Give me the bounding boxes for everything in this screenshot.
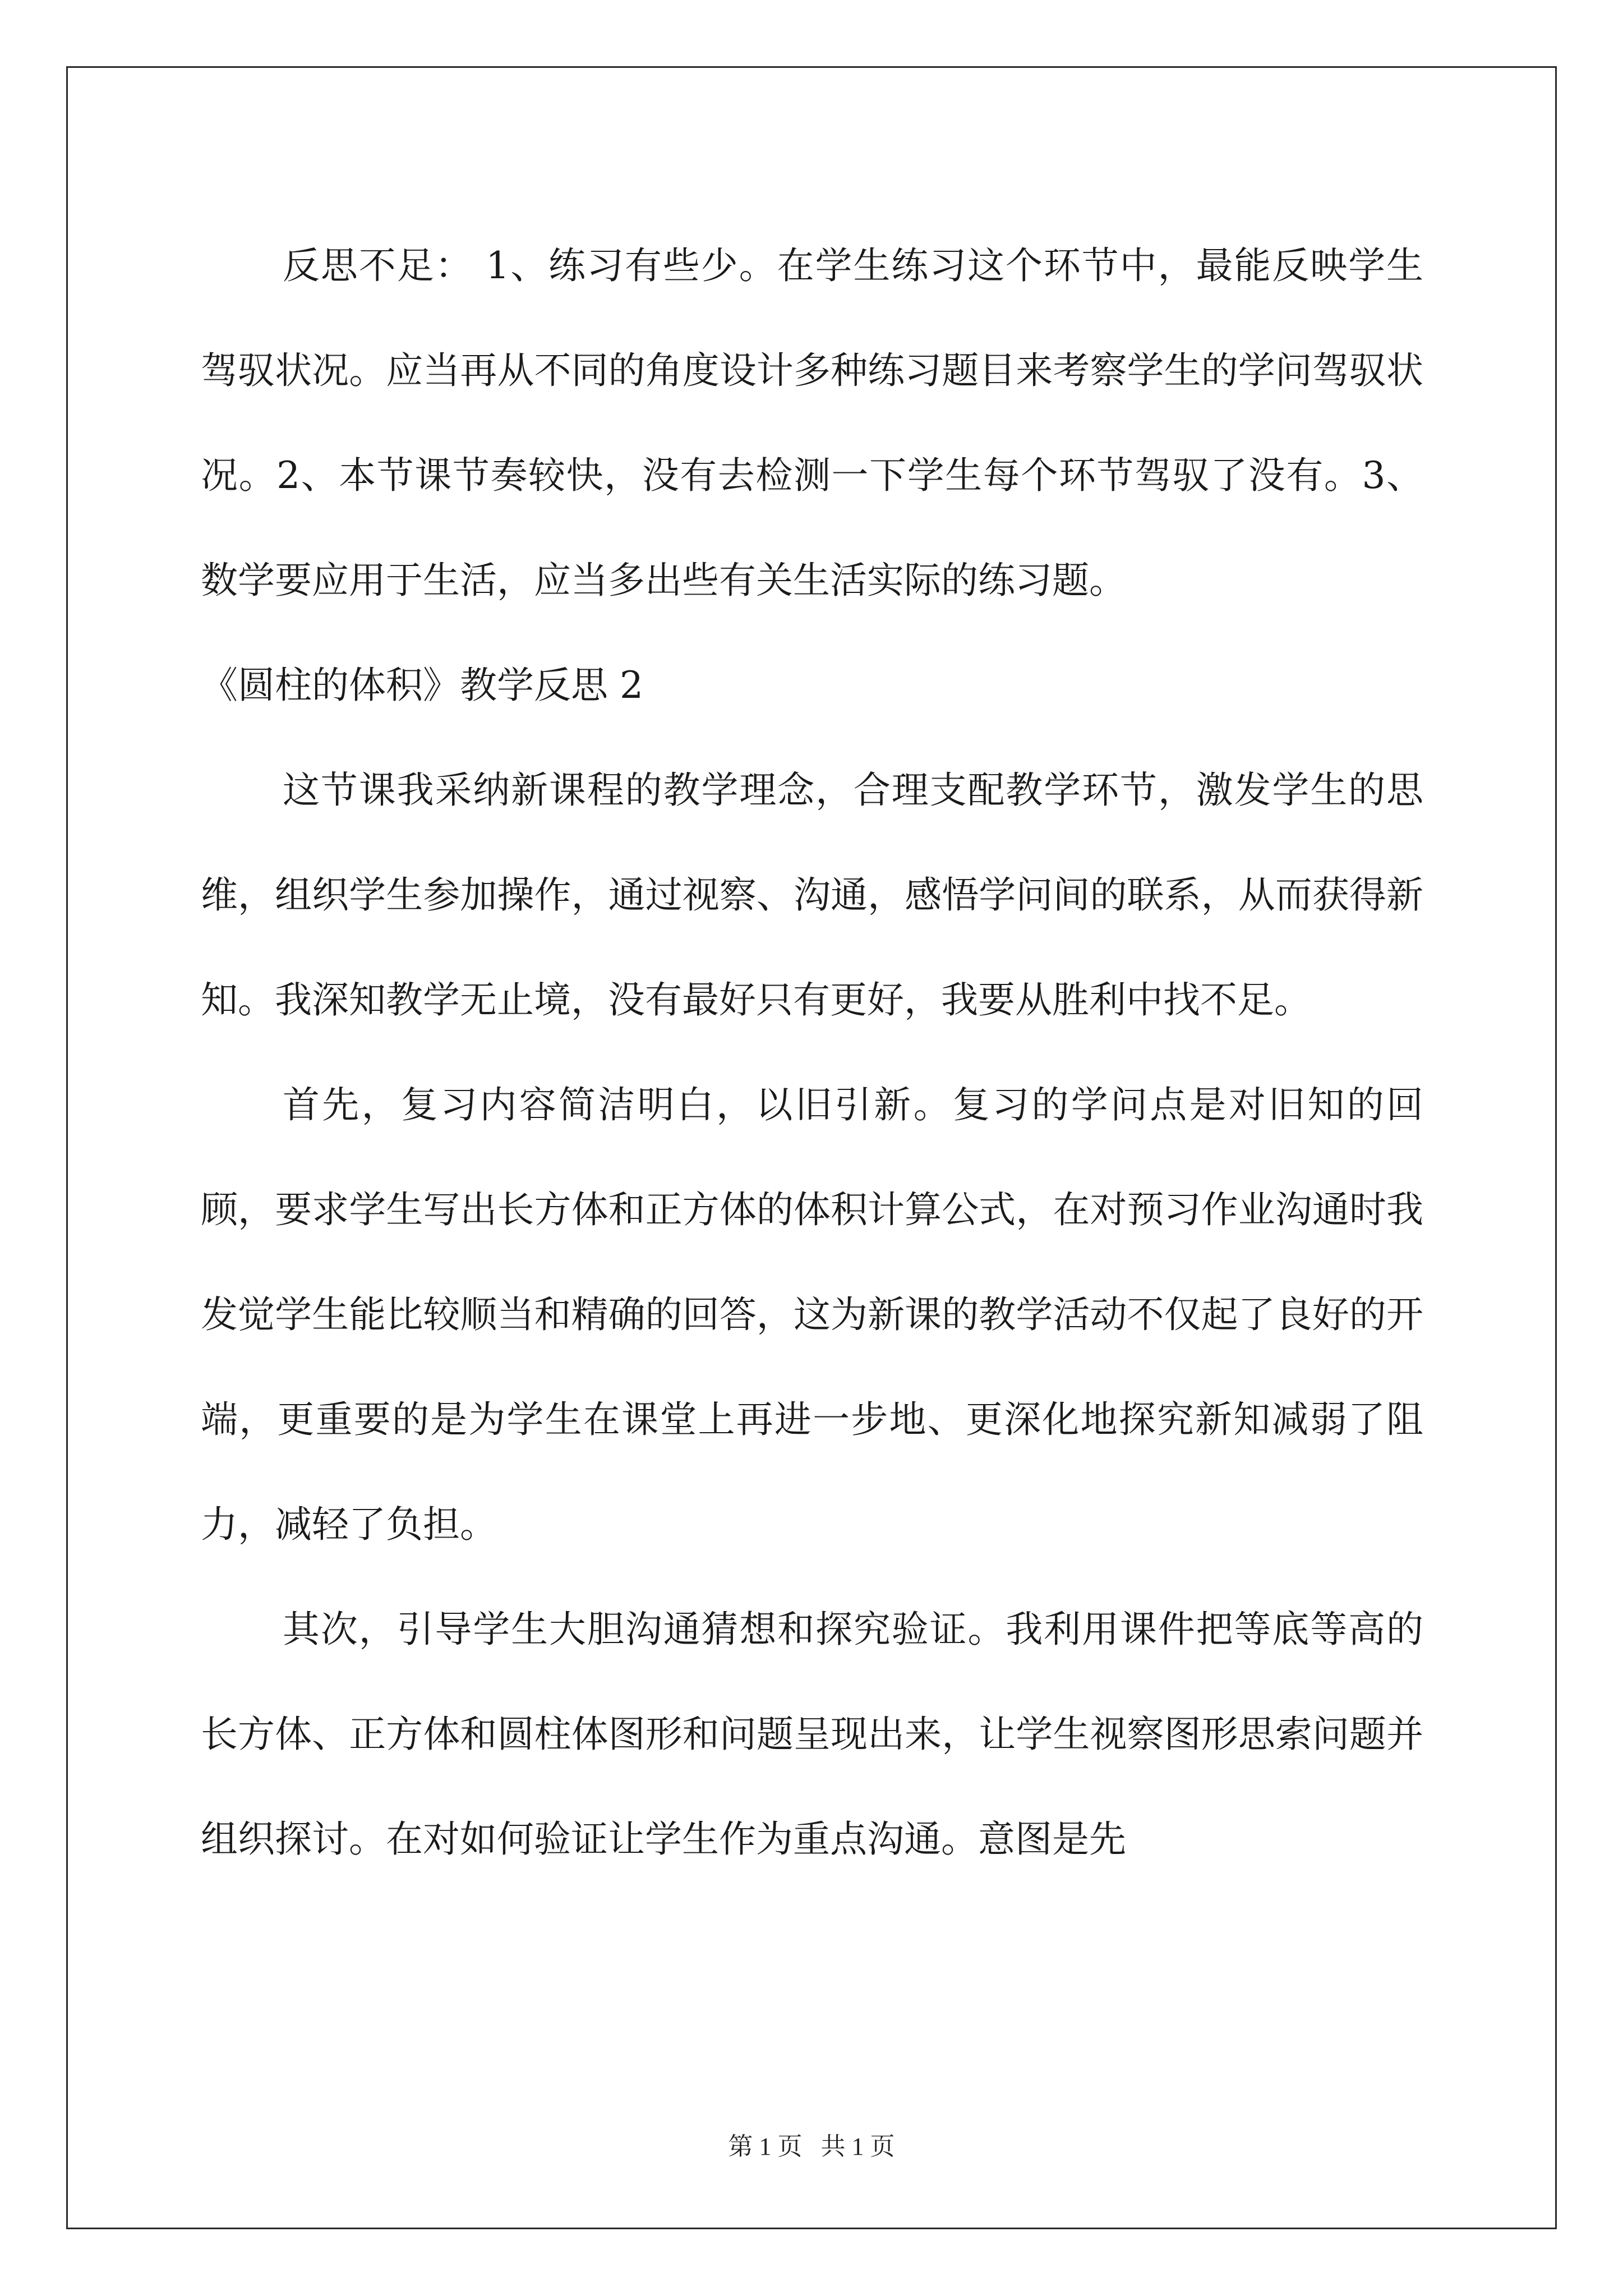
page-number: 第 1 页 (728, 2133, 803, 2160)
page-total: 共 1 页 (820, 2133, 895, 2160)
page-footer (0, 2126, 1623, 2162)
document-body (201, 213, 1423, 1892)
paragraph-reflection-shortcomings: 反思不足： 1、练习有些少。在学生练习这个环节中，最能反映学生驾驭状况。应当再从不同的角度设计多种练习题目来考察学生的学问驾驭状况。2、本节课节奏较快，没有去检测一下学生每个环节驾驭了没有。3、数学要应用于生活，应当多出些有关生活实际的练习题。 (201, 244, 1423, 602)
paragraph-second: 其次，引导学生大胆沟通猜想和探究验证。我利用课件把等底等高的长方体、正方体和圆柱体图形和问题呈现出来，让学生视察图形思索问题并组织探讨。在对如何验证让学生作为重点沟通。意图是先 (201, 1608, 1423, 1861)
section-heading: 《圆柱的体积》教学反思 2 (201, 664, 643, 707)
paragraph-first: 首先，复习内容简洁明白，以旧引新。复习的学问点是对旧知的回顾，要求学生写出长方体和正方体的体积计算公式，在对预习作业沟通时我发觉学生能比较顺当和精确的回答，这为新课的教学活动不仅起了良好的开端，更重要的是为学生在课堂上再进一步地、更深化地探究新知减弱了阻力，减轻了负担。 (201, 1083, 1423, 1546)
paragraph-intro: 这节课我采纳新课程的教学理念，合理支配教学环节，激发学生的思维，组织学生参加操作，通过视察、沟通，感悟学问间的联系，从而获得新知。我深知教学无止境，没有最好只有更好，我要从胜利中找不足。 (201, 769, 1423, 1022)
